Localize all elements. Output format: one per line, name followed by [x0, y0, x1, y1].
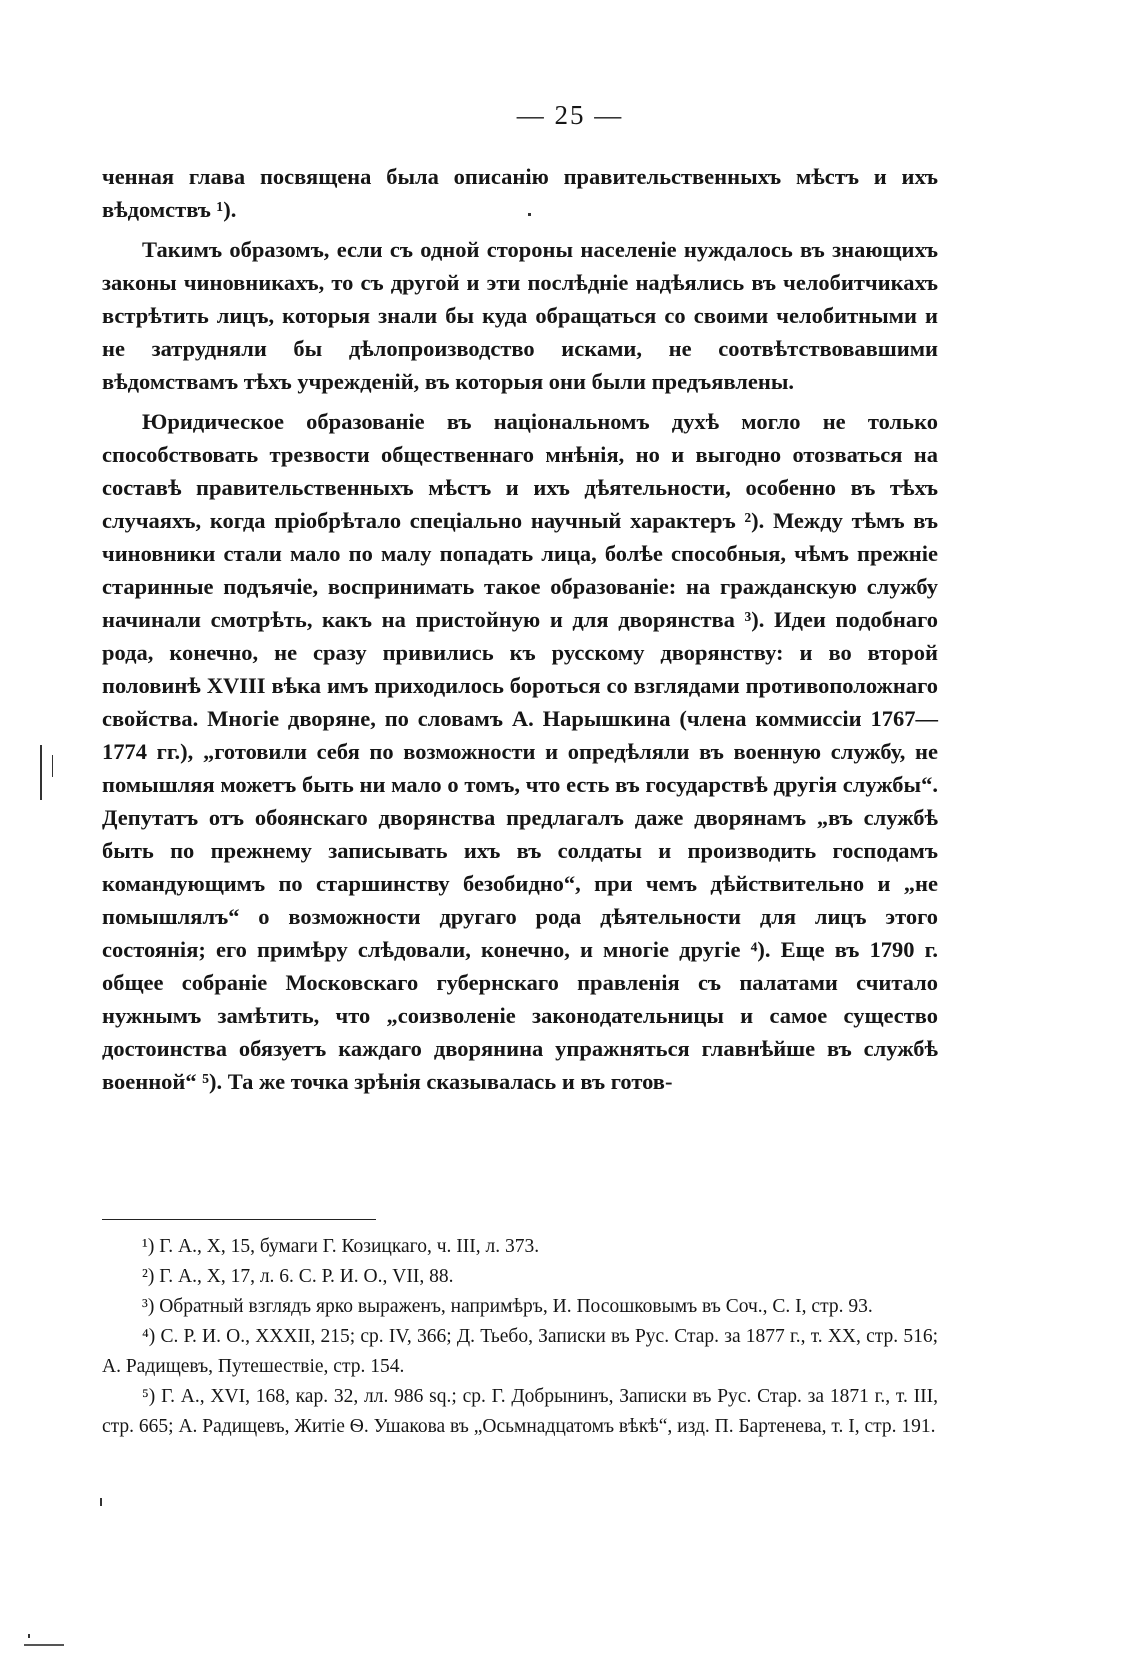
footnote-divider — [102, 1219, 376, 1220]
footnote: ⁵) Г. А., XVI, 168, кар. 32, лл. 986 sq.; ср. Г. Добрынинъ, Записки въ Рус. Стар. за 1871 г., т. III, стр. 665; А. Радищевъ, Житіе Ѳ. Ушакова въ „Осьмнадцатомъ вѣкѣ“, изд. П. Бартенева, т. I, стр. 191. — [102, 1386, 938, 1437]
paragraph: Такимъ образомъ, если съ одной стороны населеніе нуждалось въ знающихъ законы чиновникахъ, то съ другой и эти послѣдніе надѣялись въ челобитчикахъ встрѣтить лицъ, которыя знали бы куда обращаться со своими челобитными и не затрудняли бы дѣлопроизводство исками, не соотвѣтствовавшими вѣдомствамъ тѣхъ учрежденій, въ которыя они были предъявлены. — [102, 237, 938, 394]
scan-speck — [100, 1498, 102, 1506]
footnote: ⁴) С. Р. И. О., XXXII, 215; ср. IV, 366; Д. Тьебо, Записки въ Рус. Стар. за 1877 г., т. XX, стр. 516; А. Радищевъ, Путешествіе, стр. 154. — [102, 1326, 938, 1377]
scan-speck — [24, 1644, 64, 1646]
margin-mark — [40, 745, 42, 800]
footnotes — [102, 1232, 938, 1442]
scan-speck — [28, 1634, 30, 1638]
footnote: ²) Г. А., X, 17, л. 6. С. Р. И. О., VII, 88. — [142, 1266, 454, 1287]
footnote: ³) Обратный взглядъ ярко выраженъ, напримѣръ, И. Посошковымъ въ Соч., С. I, стр. 93. — [142, 1296, 873, 1317]
paragraph: Юридическое образованіе въ національномъ духѣ могло не только способствовать трезвости общественнаго мнѣнія, но и выгодно отозваться на составѣ правительственныхъ мѣстъ и ихъ дѣятельности, особенно въ тѣхъ случаяхъ, когда пріобрѣтало спеціально научный характеръ ²). Между тѣмъ въ чиновники стали мало по малу попадать лица, болѣе способныя, чѣмъ прежніе старинные подъячіе, воспринимать такое образованіе: на гражданскую службу начинали смотрѣть, какъ на пристойную и для дворянства ³). Идеи подобнаго рода, конечно, не сразу привились къ русскому дворянству: и во второй половинѣ XVIII вѣка имъ приходилось бороться со взглядами противоположнаго свойства. Многіе дворяне, по словамъ А. Нарышкина (члена коммиссіи 1767—1774 гг.), „готовили себя по возможности и опредѣляли въ военную службу, не помышляя можетъ быть ни мало о томъ, что есть въ государствѣ другія службы“. Депутатъ отъ обоянскаго дворянства предлагалъ даже дворянамъ „въ службѣ быть по прежнему записывать ихъ въ солдаты и производить господамъ командующимъ по старшинству безобидно“, при чемъ дѣйствительно и „не помышлялъ“ о возможности другаго рода дѣятельности для лицъ этого состоянія; его примѣру слѣдовали, конечно, и многіе другіе ⁴). Еще въ 1790 г. общее собраніе Московскаго губернскаго правленія съ палатами считало нужнымъ замѣтить, что „соизволеніе законодательницы и самое существо достоинства обязуетъ каждаго дворянина упражняться главнѣйше въ службѣ военной“ ⁵). Та же точка зрѣнія сказывалась и въ готов- — [102, 409, 938, 1094]
main-text — [102, 160, 938, 1098]
margin-mark — [52, 755, 53, 777]
footnote: ¹) Г. А., X, 15, бумаги Г. Козицкаго, ч. III, л. 373. — [142, 1236, 540, 1257]
page-number: — 25 — — [516, 100, 624, 130]
paragraph-continued: ченная глава посвящена была описанію правительственныхъ мѣстъ и ихъ вѣдомствъ ¹). — [102, 164, 938, 222]
scan-speck — [528, 213, 531, 216]
